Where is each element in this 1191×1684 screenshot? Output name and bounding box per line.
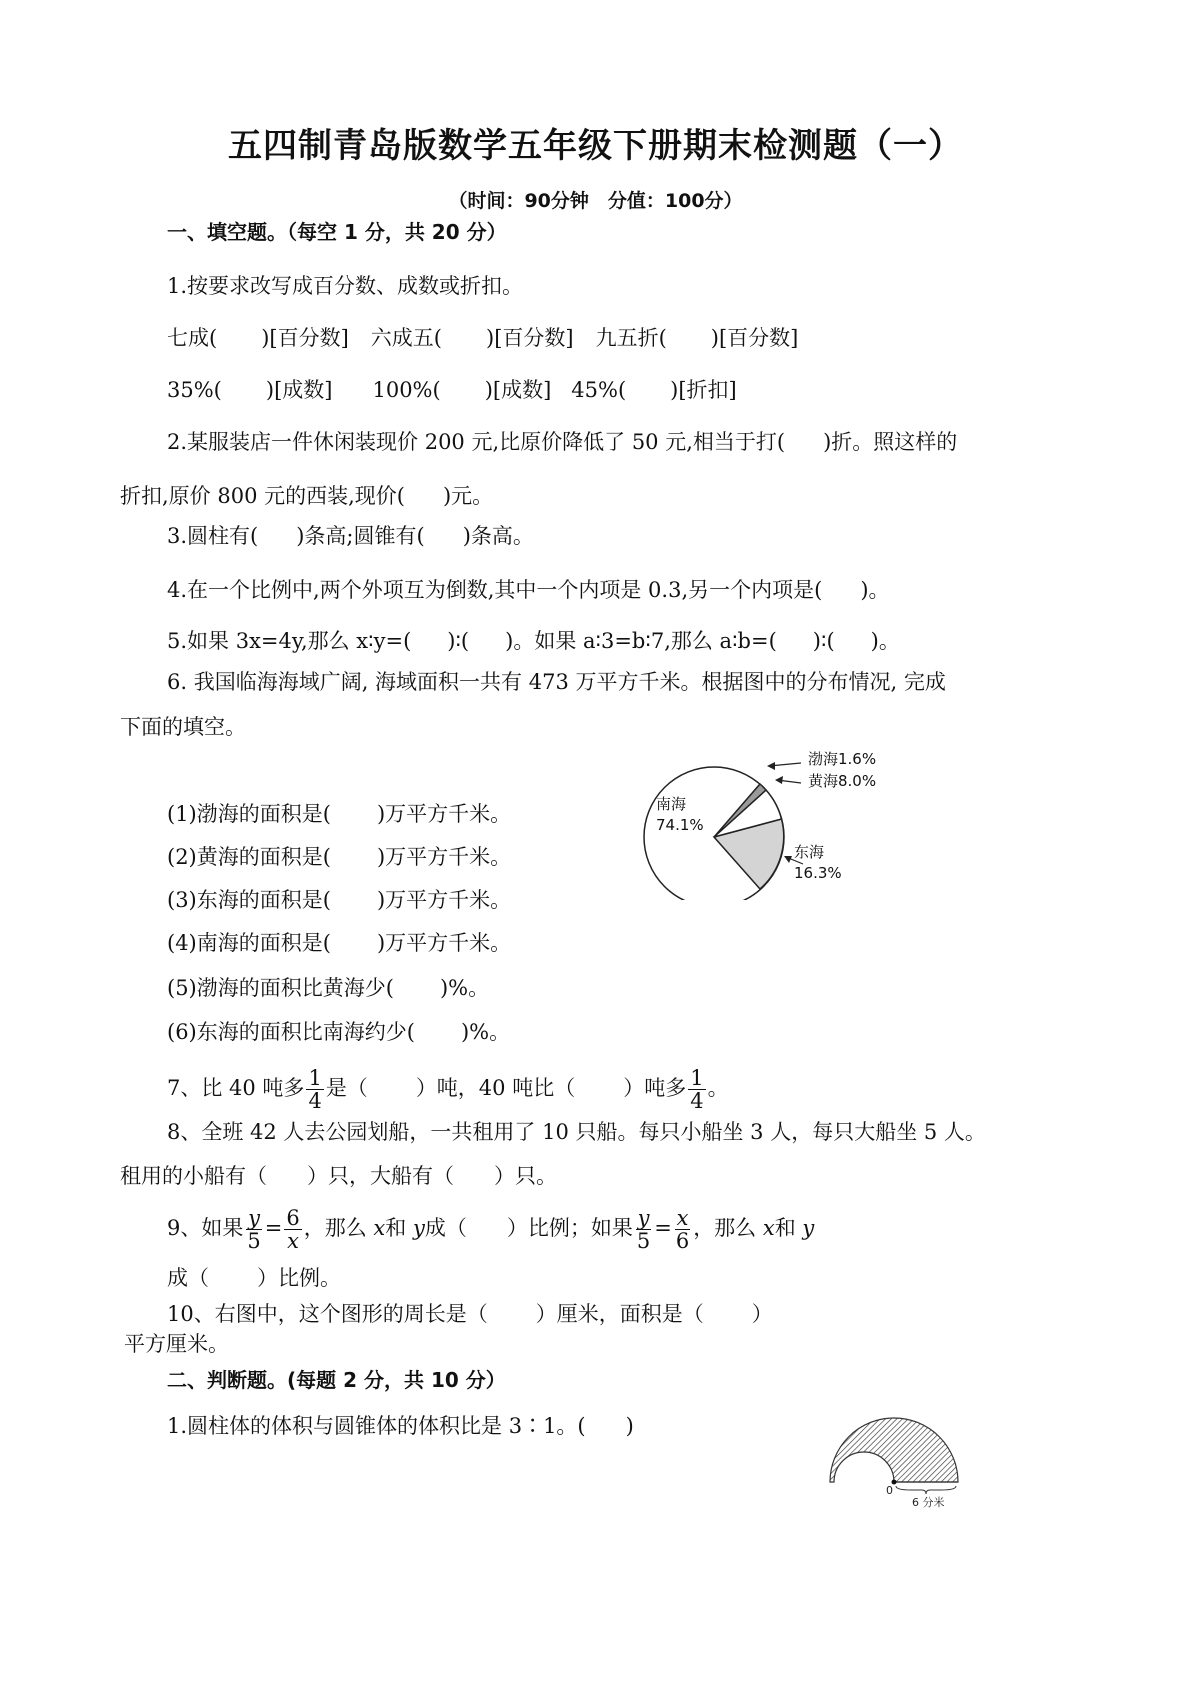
q1-item-text: )[百分数] xyxy=(261,326,349,350)
q7-text: ）吨多 xyxy=(623,1076,687,1100)
q8-line1: 8、全班 42 人去公园划船，一共租用了 10 只船。每只小船坐 3 人，每只大船坐 5 人。 xyxy=(167,1120,986,1144)
q5-text: )。如果 a∶3=b∶7,那么 a∶b=( xyxy=(505,629,777,653)
q8-text: ）只，大船有（ xyxy=(307,1164,454,1188)
pie-label-bohai: 渤海1.6% xyxy=(808,750,877,768)
q10-line2: 平方厘米。 xyxy=(124,1332,229,1356)
q6-line2: 下面的填空。 xyxy=(120,715,246,739)
q10-text: 10、右图中，这个图形的周长是（ xyxy=(167,1302,488,1326)
q6-sub-text: )%。 xyxy=(439,976,490,1000)
q9-text: 成（ xyxy=(167,1266,209,1290)
q9-text: 成（ xyxy=(424,1216,467,1240)
q7-text: 7、比 40 吨多 xyxy=(167,1076,305,1100)
pie-label-yellow: 黄海8.0% xyxy=(808,772,877,790)
q3-text: 3.圆柱有( xyxy=(167,524,259,548)
q5-text: 5.如果 3x=4y,那么 x∶y=( xyxy=(167,629,412,653)
q1-row2 xyxy=(167,376,737,404)
q6-sub-text: )万平方千米。 xyxy=(376,802,512,826)
q10-text: ） xyxy=(751,1302,773,1326)
q6-line1: 6. 我国临海海域广阔, 海域面积一共有 473 万平方千米。根据图中的分布情况, 完成 xyxy=(167,670,946,694)
q8-line2 xyxy=(120,1162,557,1190)
semicircle-svg xyxy=(826,1410,986,1510)
q6-sub-3 xyxy=(167,886,511,914)
q6-sub-text: (5)渤海的面积比黄海少( xyxy=(167,976,394,1000)
pie-label-south-value: 74.1% xyxy=(656,816,704,834)
q9-text: ）比例。 xyxy=(257,1266,341,1290)
pie-label-east-name: 东海 xyxy=(794,843,825,861)
semicircle-figure xyxy=(826,1410,986,1510)
sea-area-pie-chart xyxy=(636,750,936,900)
fraction-6-over-x: $\frac{6}{x}$ xyxy=(286,1206,300,1253)
s2-q1-text: ) xyxy=(625,1414,634,1438)
q6-sub-2 xyxy=(167,843,511,871)
exam-info: （时间：90分钟 分值：100分） xyxy=(448,190,743,212)
q1-row1 xyxy=(167,324,798,352)
q7-text: 。 xyxy=(707,1076,729,1100)
q3-text: )条高。 xyxy=(462,524,534,548)
q5-text: )。 xyxy=(870,629,900,653)
q1-item-text: )[百分数] xyxy=(486,326,574,350)
radius-label: 6 分米 xyxy=(912,1496,945,1509)
q1-item-text: 六成五( xyxy=(370,326,442,350)
q4-text: 4.在一个比例中,两个外项互为倒数,其中一个内项是 0.3,另一个内项是( xyxy=(167,578,823,602)
q9-text: ，那么 xyxy=(693,1216,757,1240)
q3-text: )条高;圆锥有( xyxy=(296,524,425,548)
s2-q1-text: 1.圆柱体的体积与圆锥体的体积比是 3∶1。( xyxy=(167,1414,586,1438)
q9-line1: 9、如果 $\frac{y}{5}$ = $\frac{6}{x}$ ，那么 x和 y成（ ）比例；如果 $\frac{y}{5}$ = $\frac{x}{6}$ ，那么 x和 y xyxy=(167,1206,815,1253)
q6-sub-text: )万平方千米。 xyxy=(376,845,512,869)
fraction-x-over-6: $\frac{x}{6}$ xyxy=(675,1206,690,1253)
q4 xyxy=(167,576,890,604)
q1-item-text: 九五折( xyxy=(595,326,667,350)
q9-text: 9、如果 xyxy=(167,1216,244,1240)
q2-line1 xyxy=(167,428,957,456)
q6-sub-5 xyxy=(167,974,489,1002)
q4-text: )。 xyxy=(860,578,890,602)
q6-sub-text: (2)黄海的面积是( xyxy=(167,845,331,869)
fraction-y-over-5: $\frac{y}{5}$ xyxy=(247,1206,261,1253)
q1-prompt: 1.按要求改写成百分数、成数或折扣。 xyxy=(167,274,524,298)
q9-line2 xyxy=(167,1264,341,1292)
q6-sub-text: (4)南海的面积是( xyxy=(167,931,331,955)
q5-text: )∶( xyxy=(447,629,470,653)
q1-item-text: )[成数] xyxy=(484,378,552,402)
q5-text: )∶( xyxy=(812,629,835,653)
q1-item-text: 45%( xyxy=(571,378,627,402)
q6-sub-4 xyxy=(167,929,511,957)
pie-label-east-value: 16.3% xyxy=(794,864,842,882)
section-heading-judgement: 二、判断题。(每题 2 分，共 10 分） xyxy=(167,1368,506,1392)
q6-sub-text: (6)东海的面积比南海约少( xyxy=(167,1020,415,1044)
q9-text: ）比例；如果 xyxy=(506,1216,633,1240)
q1-item-text: 七成( xyxy=(167,326,218,350)
q2-line2 xyxy=(120,482,493,510)
q6-sub-text: )万平方千米。 xyxy=(376,888,512,912)
q7-text: 是（ xyxy=(325,1076,368,1100)
pie-label-south-name: 南海 xyxy=(656,795,687,813)
q9-text: ，那么 xyxy=(303,1216,367,1240)
center-label: 0 xyxy=(886,1484,893,1497)
q2-text: )折。照这样的 xyxy=(823,430,958,454)
s2-q1 xyxy=(167,1412,634,1440)
q1-item-text: 35%( xyxy=(167,378,222,402)
q5 xyxy=(167,627,900,655)
q1-item-text: )[百分数] xyxy=(710,326,799,350)
q1-item-text: 100%( xyxy=(372,378,441,402)
q7-text: ）吨，40 吨比（ xyxy=(415,1076,576,1100)
fraction-one-quarter: $\frac{1}{4}$ xyxy=(308,1066,322,1113)
q2-text: 2.某服装店一件休闲装现价 200 元,比原价降低了 50 元,相当于打( xyxy=(167,430,786,454)
q6-sub-text: )万平方千米。 xyxy=(376,931,512,955)
fraction-y-over-5: $\frac{y}{5}$ xyxy=(636,1206,651,1253)
q6-sub-1 xyxy=(167,800,511,828)
q8-text: 租用的小船有（ xyxy=(120,1164,267,1188)
section-heading-fill-blank: 一、填空题。（每空 1 分，共 20 分） xyxy=(167,220,507,244)
page-title: 五四制青岛版数学五年级下册期末检测题（一） xyxy=(228,126,963,166)
q10-line1 xyxy=(167,1300,773,1328)
q8-text: ）只。 xyxy=(494,1164,557,1188)
q6-sub-6 xyxy=(167,1018,510,1046)
q1-item-text: )[成数] xyxy=(265,378,333,402)
q2-text: )元。 xyxy=(442,484,494,508)
q1-item-text: )[折扣] xyxy=(670,378,737,402)
q6-sub-text: )%。 xyxy=(460,1020,511,1044)
q7 xyxy=(167,1064,729,1112)
fraction-one-quarter: $\frac{1}{4}$ xyxy=(690,1066,704,1113)
q10-text: ）厘米，面积是（ xyxy=(535,1302,704,1326)
q2-text: 折扣,原价 800 元的西装,现价( xyxy=(120,484,405,508)
q6-sub-text: (3)东海的面积是( xyxy=(167,888,331,912)
q3 xyxy=(167,522,534,550)
q6-sub-text: (1)渤海的面积是( xyxy=(167,802,331,826)
